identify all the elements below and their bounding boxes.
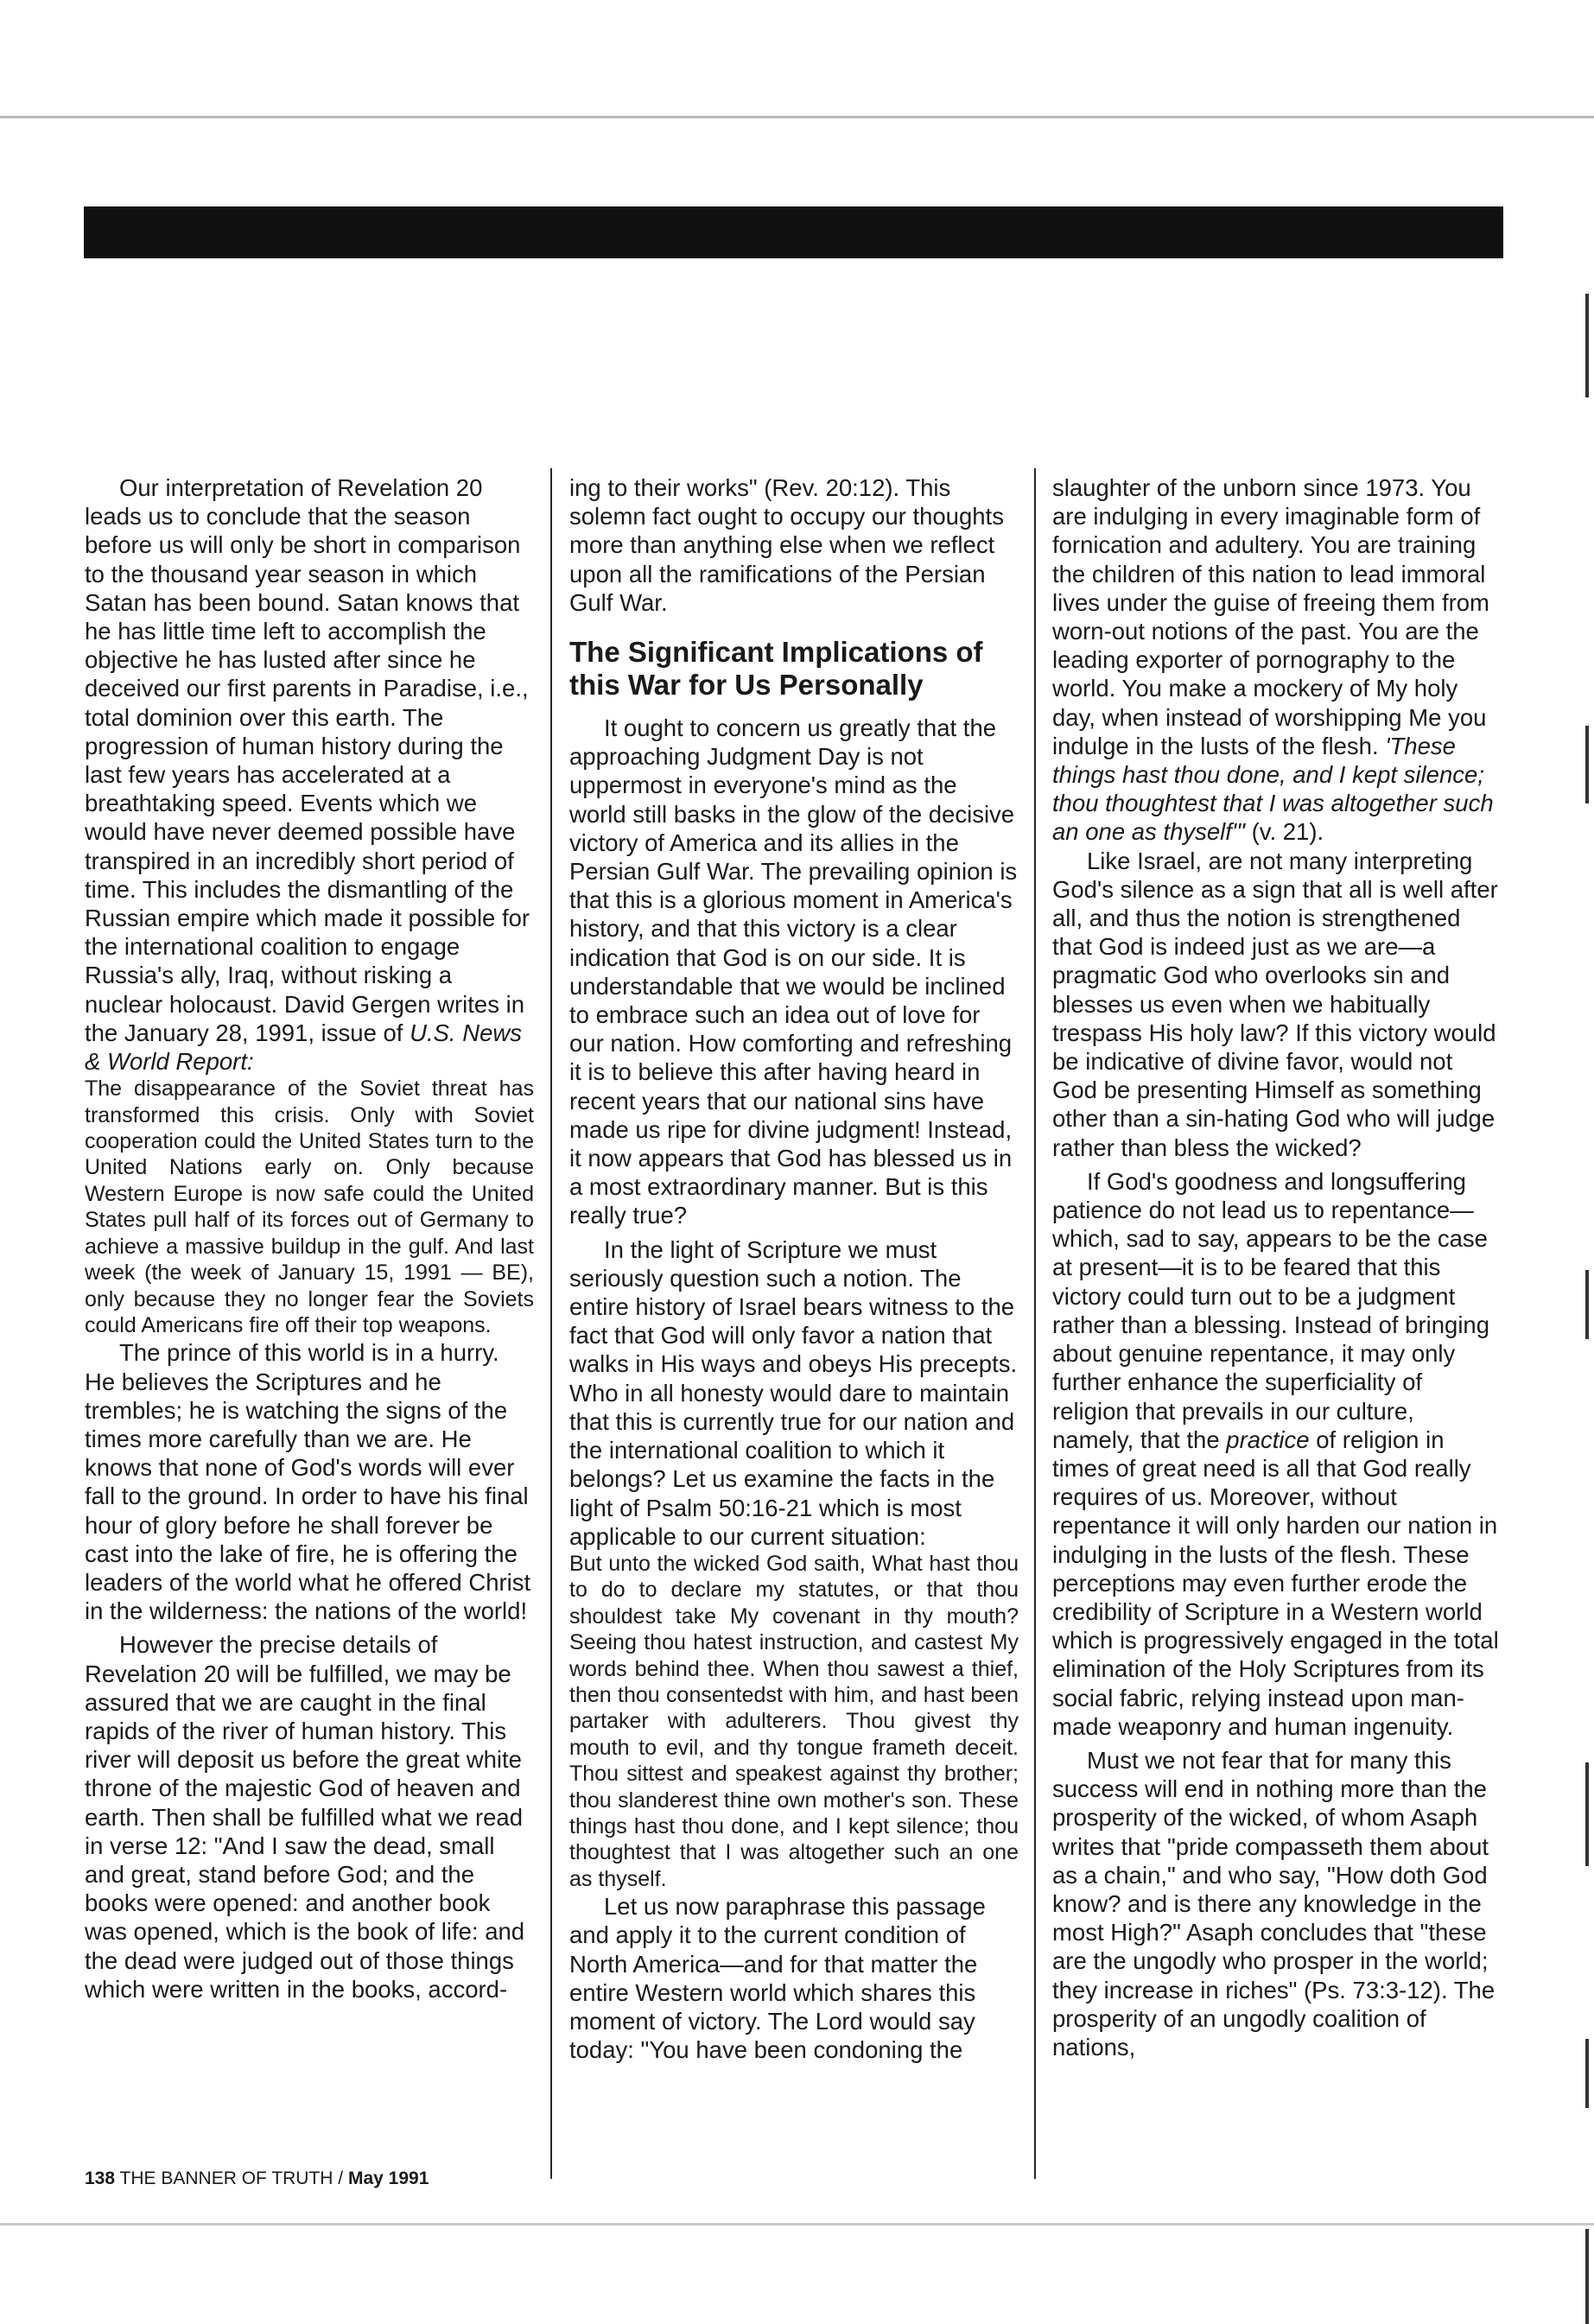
column-2 xyxy=(569,473,1019,2064)
col2-paragraph-4: Let us now paraphrase this passage and apply it to the current condition of North America—and for that matter the entire Western world which shares this moment of victory. The Lord would say today: "You have been condoning the xyxy=(569,1893,986,2064)
issue-date: May 1991 xyxy=(347,2168,429,2188)
publication-title: U.S. News & World Report: xyxy=(85,1019,522,1076)
section-heading: The Significant Implications of this War for Us Personally xyxy=(569,636,983,702)
col2-block-quote: But unto the wicked God saith, What hast thou to do to declare my statutes, or that thou shouldest take My covenant in thy mouth? Seeing thou hatest instruction, and castest My words behind thee. When thou sawest a thief, then thou consentedst with him, and hast been partaker with adulterers. Thou givest thy mouth to evil, and thy tongue frameth deceit. Thou sittest and speakest against thy brother; thou slanderest thine own mother's son. These things hast thou done, and I kept silence; thou thoughtest that I was altogether such an one as thyself. xyxy=(569,1551,1019,1891)
column-rule-1 xyxy=(550,468,552,2179)
bottom-page-edge xyxy=(0,2223,1594,2226)
publication-name: THE BANNER OF TRUTH / xyxy=(119,2168,344,2188)
col1-paragraph-2: The prince of this world is in a hurry. He believes the Scriptures and he trembles; he is watching the signs of the times more carefully than we are. He knows that none of God's words will ever fall to the ground. In order to have his final hour of glory before he shall forever be cast into the lake of fire, he is offering the leaders of the world what he offered Christ in the wilderness: the nations of the world! xyxy=(85,1339,531,1625)
page-number: 138 xyxy=(85,2168,116,2188)
column-1 xyxy=(85,473,534,2003)
col2-paragraph-1: ing to their works" (Rev. 20:12). This solemn fact ought to occupy our thoughts more than anything else when we reflect upon all the ramifications of the Persian Gulf War. xyxy=(569,474,1004,616)
col3-paragraph-1: slaughter of the unborn since 1973. You are indulging in every imaginable form of fornication and adultery. You are training the children of this nation to lead immoral lives under the guise of freeing them from worn-out notions of the past. You are the leading exporter of pornography to the world. You make a mockery of My holy day, when instead of worshipping Me you indulge in the lusts of the flesh. 'These things hast thou done, and I kept silence; thou thoughtest that I was altogether such an one as thyself'" (v. 21). xyxy=(1052,474,1494,846)
col2-paragraph-3: In the light of Scripture we must seriously question such a notion. The entire history of Israel bears witness to the fact that God will only favor a nation that walks in His ways and obeys His precepts. Who in all honesty would dare to maintain that this is currently true for our nation and the international coalition to which it belongs? Let us examine the facts in the light of Psalm 50:16-21 which is most applicable to our current situation: xyxy=(569,1235,1018,1550)
column-rule-2 xyxy=(1034,468,1036,2179)
top-page-edge xyxy=(0,116,1594,118)
scan-edge-marks xyxy=(1585,121,1592,2220)
col1-paragraph-1: Our interpretation of Revelation 20 leads us to conclude that the season before us will only be short in comparison to the thousand year season in which Satan has been bound. Satan knows that he has little time left to accomplish the objective he has lusted after since he deceived our first parents in Paradise, i.e., total dominion over this earth. The progression of human history during the last few years has accelerated at a breathtaking speed. Events which we would have never deemed possible have transpired in an incredibly short period of time. This includes the dismantling of the Russian empire which made it possible for the international coalition to engage Russia's ally, Iraq, without risking a nuclear holocaust. David Gergen writes in the January 28, 1991, issue of U.S. News & World Report: xyxy=(85,474,530,1076)
col2-paragraph-2: It ought to concern us greatly that the approaching Judgment Day is not uppermost in everyone's mind as the world still basks in the glow of the decisive victory of America and its allies in the Persian Gulf War. The prevailing opinion is that this is a glorious moment in America's history, and that this victory is a clear indication that God is on our side. It is understandable that we would be inclined to embrace such an idea out of love for our nation. How comforting and refreshing it is to believe this after having heard in recent years that our national sins have made us ripe for divine judgment! Instead, it now appears that God has blessed us in a most extraordinary manner. But is this really true? xyxy=(569,714,1018,1229)
col3-paragraph-3: If God's goodness and longsuffering patience do not lead us to repentance—which, sad to say, appears to be the case at present—it is to be feared that this victory could turn out to be a judgment rather than a blessing. Instead of bringing about genuine repentance, it may only further enhance the superficiality of religion that prevails in our culture, namely, that the practice of religion in times of great need is all that God really requires of us. Moreover, without repentance it will only harden our nation in indulging in the lusts of the flesh. These perceptions may even further erode the credibility of Scripture in a Western world which is progressively engaged in the total elimination of the Holy Scriptures from its social fabric, relying instead upon man-made weaponry and human ingenuity. xyxy=(1052,1167,1499,1740)
col3-paragraph-4: Must we not fear that for many this success will end in nothing more than the prosperity of the wicked, of whom Asaph writes that "pride compasseth them about as a chain," and who say, "How doth God know? and is there any knowledge in the most High?" Asaph concludes that "these are the ungodly who prosper in the world; they increase in riches" (Ps. 73:3-12). The prosperity of an ungodly coalition of nations, xyxy=(1052,1746,1496,2060)
col3-paragraph-2: Like Israel, are not many interpreting God's silence as a sign that all is well after all, and thus the notion is strengthened that God is indeed just as we are—a pragmatic God who overlooks sin and blesses us even when we habitually trespass His holy law? If this victory would be indicative of divine favor, would not God be presenting Himself as something other than a sin-hating God who will judge rather than bless the wicked? xyxy=(1052,847,1498,1161)
page-footer xyxy=(85,2168,429,2190)
col1-paragraph-3: However the precise details of Revelation 20 will be fulfilled, we may be assured that we are caught in the final rapids of the river of human history. This river will deposit us before the great white throne of the majestic God of heaven and earth. Then shall be fulfilled what we read in verse 12: "And I saw the dead, small and great, stand before God; and the books were opened: and another book was opened, which is the book of life: and the dead were judged out of those things which were written in the books, accord- xyxy=(85,1631,525,2003)
header-bar xyxy=(84,206,1503,258)
col1-block-quote: The disappearance of the Soviet threat has transformed this crisis. Only with Soviet cooperation could the United States turn to the United Nations early on. Only because Western Europe is now safe could the United States pull half of its forces out of Germany to achieve a massive buildup in the gulf. And last week (the week of January 15, 1991 — BE), only because they no longer fear the Soviets could Americans fire off their top weapons. xyxy=(85,1076,534,1337)
italic-quote: 'These things hast thou done, and I kept silence; thou thoughtest that I was altogether such an one as thyself'" xyxy=(1052,732,1494,846)
column-3 xyxy=(1052,473,1502,2061)
